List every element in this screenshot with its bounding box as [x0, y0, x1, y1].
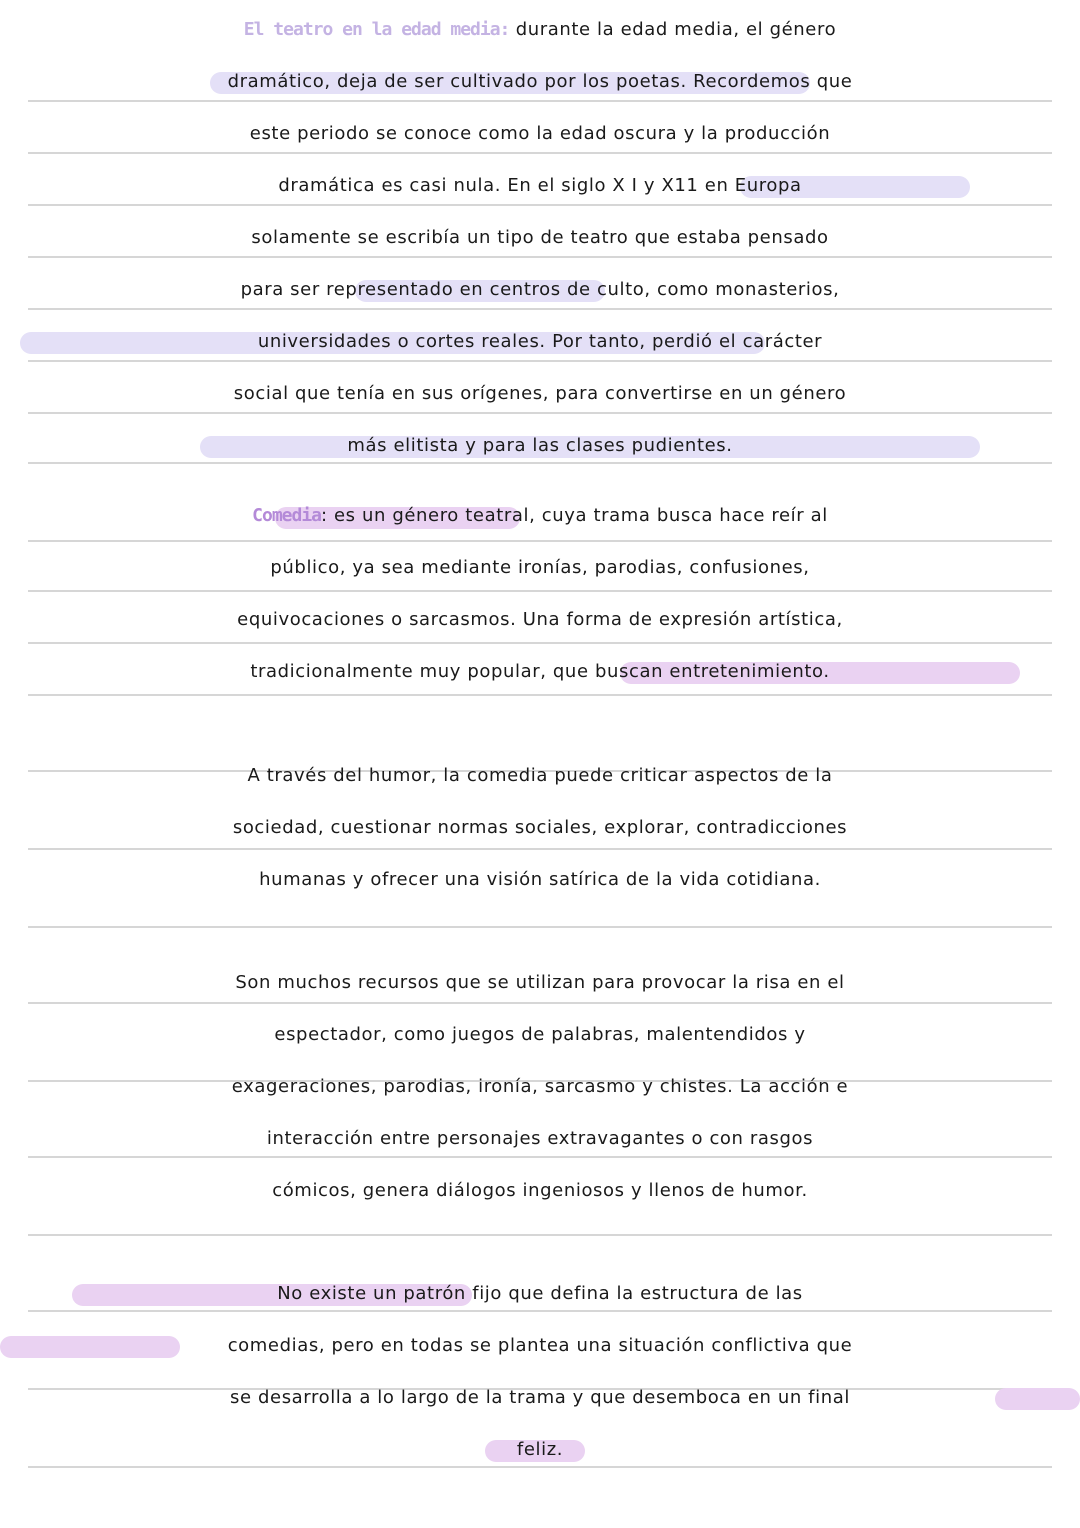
section-4-line: exageraciones, parodias, ironía, sarcasmo y chistes. La acción e — [231, 1076, 849, 1097]
section-3-line: A través del humor, la comedia puede criticar aspectos de la — [247, 765, 833, 786]
section-heading-comedia: Comedia — [252, 505, 322, 526]
section-2-line — [0, 496, 1080, 536]
section-1-line — [0, 10, 1080, 50]
rule-line — [28, 540, 1052, 542]
section-1-line: dramático, deja de ser cultivado por los poetas. Recordemos que — [227, 71, 853, 92]
section-1-line: social que tenía en sus orígenes, para convertirse en un género — [233, 383, 847, 404]
rule-line — [28, 694, 1052, 696]
section-1-line: este periodo se conoce como la edad oscura y la producción — [249, 123, 831, 144]
rule-line — [28, 926, 1052, 928]
section-1-line: más elitista y para las clases pudientes. — [347, 435, 733, 456]
section-4-line: espectador, como juegos de palabras, malentendidos y — [274, 1024, 806, 1045]
rule-line — [28, 590, 1052, 592]
rule-line — [28, 642, 1052, 644]
section-4-line: cómicos, genera diálogos ingeniosos y llenos de humor. — [272, 1180, 808, 1201]
section-5-line: feliz. — [516, 1439, 564, 1460]
section-5-line: comedias, pero en todas se plantea una situación conflictiva que — [227, 1335, 853, 1356]
section-2-line: público, ya sea mediante ironías, parodias, confusiones, — [270, 557, 810, 578]
paragraph-text: durante la edad media, el género — [509, 19, 837, 40]
section-1-line: dramática es casi nula. En el siglo X I y X11 en Europa — [278, 175, 802, 196]
rule-line — [28, 1234, 1052, 1236]
section-1-line: para ser representado en centros de culto, como monasterios, — [240, 279, 840, 300]
section-4-line: interacción entre personajes extravagantes o con rasgos — [266, 1128, 814, 1149]
paragraph-text: : es un género teatral, cuya trama busca hace reír al — [321, 505, 828, 526]
rule-line — [28, 848, 1052, 850]
section-5-line: se desarrolla a lo largo de la trama y que desemboca en un final — [230, 1387, 850, 1408]
section-2-line: tradicionalmente muy popular, que buscan entretenimiento. — [250, 661, 830, 682]
section-3-line: sociedad, cuestionar normas sociales, explorar, contradicciones — [232, 817, 848, 838]
section-3-line: humanas y ofrecer una visión satírica de la vida cotidiana. — [259, 869, 821, 890]
section-5-line: No existe un patrón fijo que defina la estructura de las — [277, 1283, 803, 1304]
section-1-line: universidades o cortes reales. Por tanto, perdió el carácter — [257, 331, 823, 352]
section-1-line: solamente se escribía un tipo de teatro que estaba pensado — [251, 227, 829, 248]
section-4-line: Son muchos recursos que se utilizan para provocar la risa en el — [235, 972, 845, 993]
section-2-line: equivocaciones o sarcasmos. Una forma de expresión artística, — [237, 609, 843, 630]
section-heading-medieval-theatre: El teatro en la edad media: — [243, 19, 510, 40]
